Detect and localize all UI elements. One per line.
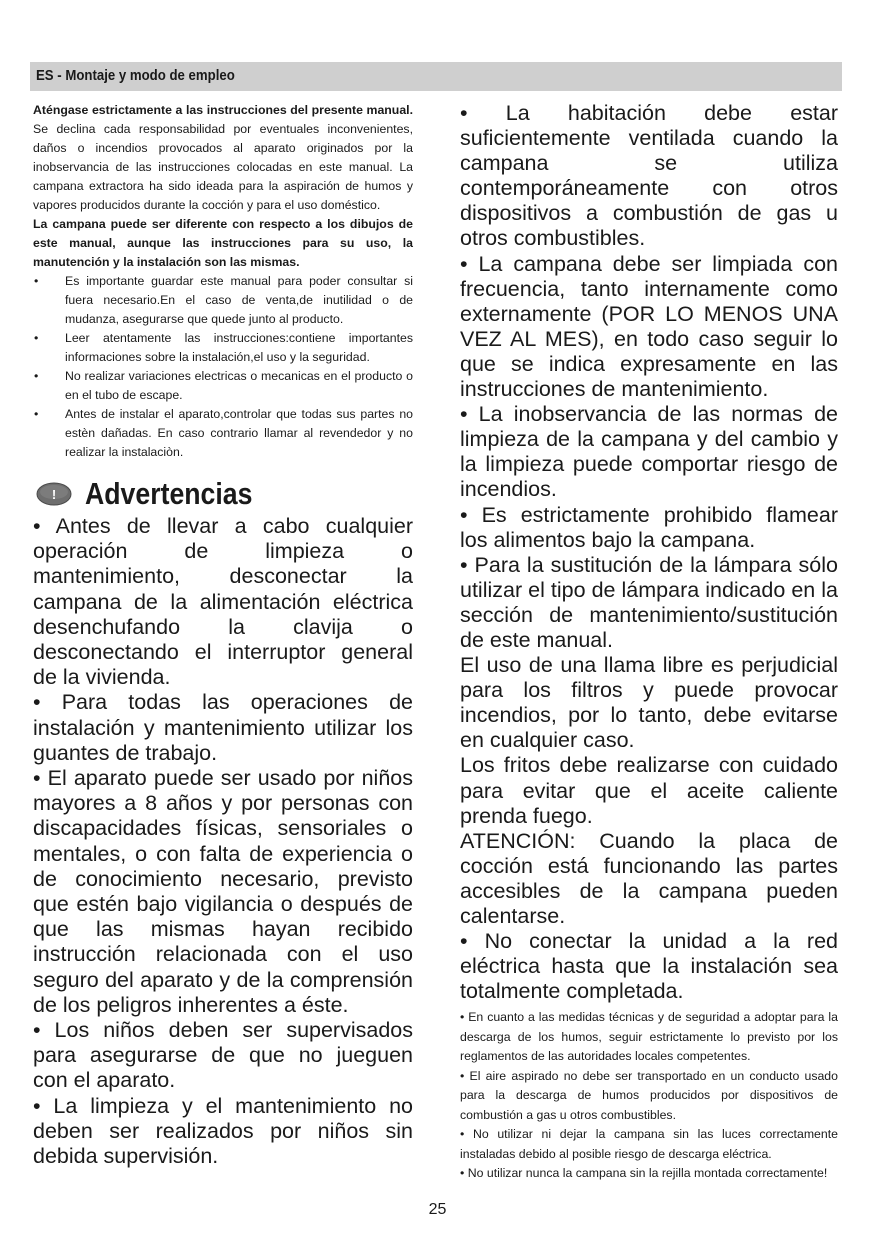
warning-item: • Es estrictamente prohibido flamear los alimentos bajo la campana. <box>460 502 838 552</box>
list-item: • Leer atentamente las instrucciones:contiene importantes informaciones sobre la instalación,el uso y la seguridad. <box>33 329 413 367</box>
intro-bullet-list <box>33 272 413 462</box>
page-number: 25 <box>428 1201 447 1218</box>
intro-paragraph <box>33 101 413 215</box>
warning-item: • No utilizar nunca la campana sin la rejilla montada correctamente! <box>460 1166 828 1181</box>
intro-bold-lead: Aténgase estrictamente a las instrucciones del presente manual. <box>33 103 413 117</box>
warning-item: • Para la sustitución de la lámpara sólo utilizar el tipo de lámpara indicado en la sección de mantenimiento/sustitución de este manual. <box>460 552 838 652</box>
warning-item: • Antes de llevar a cabo cualquier operación de limpieza o mantenimiento, desconectar la campana de la alimentación eléctrica desenchufando la clavija o desconectando el interruptor general de la vivienda. <box>33 514 413 690</box>
warning-item: • Los niños deben ser supervisados para asegurarse de que no jueguen con el aparato. <box>33 1018 413 1093</box>
svg-text:!: ! <box>51 487 57 502</box>
warning-item: El uso de una llama libre es perjudicial para los filtros y puede provocar incendios, por lo tanto, debe evitarse en cualquier caso. <box>460 653 838 753</box>
left-column <box>33 101 413 1169</box>
warning-item: • El aparato puede ser usado por niños mayores a 8 años y por personas con discapacidades físicas, sensoriales o mentales, o con falta de experiencia o de conocimiento necesario, previsto que estén bajo vigilancia o después de que las mismas hayan recibido instrucción relacionada con el uso seguro del aparato y de la comprensión de los peligros inherentes a éste. <box>33 766 413 1017</box>
intro-text: Se declina cada responsabilidad por eventuales inconvenientes, daños o incendios provocados al aparato originados por la inobservancia de las instrucciones colocadas en este manual. La campana extractora ha sido ideada para la aspiración de humos y vapores producidos durante la cocción y para el uso doméstico. <box>33 122 413 212</box>
warning-item: Los fritos debe realizarse con cuidado para evitar que el aceite caliente prenda fuego. <box>460 753 838 828</box>
warnings-right-list <box>460 101 838 1004</box>
warnings-title: Advertencias <box>85 476 253 511</box>
warnings-heading <box>33 474 413 514</box>
intro-block <box>33 101 413 462</box>
warning-item: • Para todas las operaciones de instalación y mantenimiento utilizar los guantes de trabajo. <box>33 690 413 765</box>
section-title: ES - Montaje y modo de empleo <box>36 67 235 84</box>
warnings-right-small-list <box>460 1008 838 1184</box>
warning-item: • En cuanto a las medidas técnicas y de seguridad a adoptar para la descarga de los humos, seguir estrictamente lo previsto por los reglamentos de las autoridades locales competentes. <box>460 1010 838 1064</box>
warning-item: • La limpieza y el mantenimiento no deben ser realizados por niños sin debida supervisión. <box>33 1093 413 1169</box>
warning-item: • La habitación debe estar suficientemente ventilada cuando la campana se utiliza contemporáneamente con otros dispositivos a combustión de gas u otros combustibles. <box>460 101 838 251</box>
list-item: • Antes de instalar el aparato,controlar que todas sus partes no estèn dañadas. En caso contrario llamar al revendedor y no realizar la instalaciòn. <box>33 405 413 462</box>
list-item: • Es importante guardar este manual para poder consultar si fuera necesario.En el caso de venta,de inutilidad o de mudanza, asegurarse que quede junto al producto. <box>33 272 413 329</box>
right-column <box>460 101 838 1184</box>
warning-item: • No conectar la unidad a la red eléctrica hasta que la instalación sea totalmente completada. <box>460 929 838 1004</box>
warning-item: • El aire aspirado no debe ser transportado en un conducto usado para la descarga de humos producidos por dispositivos de combustión a gas u otros combustibles. <box>460 1068 838 1122</box>
intro-bold-note: La campana puede ser diferente con respecto a los dibujos de este manual, aunque las instrucciones para su uso, la manutención y la instalación son las mismas. <box>33 217 413 269</box>
warning-item: • La campana debe ser limpiada con frecuencia, tanto internamente como externamente (POR LO MENOS UNA VEZ AL MES), en todo caso seguir lo que se indica expresamente en las instrucciones de mantenimiento. <box>460 251 838 402</box>
warnings-left-list <box>33 514 413 1169</box>
warning-item: ATENCIÓN: Cuando la placa de cocción está funcionando las partes accesibles de la campana pueden calentarse. <box>460 828 838 928</box>
warning-item: • La inobservancia de las normas de limpieza de la campana y del cambio y la limpieza puede comportar riesgo de incendios. <box>460 402 838 502</box>
warning-icon <box>35 481 73 507</box>
warning-item: • No utilizar ni dejar la campana sin las luces correctamente instaladas debido al posible riesgo de descarga eléctrica. <box>460 1127 838 1161</box>
section-header-bar <box>30 62 842 91</box>
list-item: • No realizar variaciones electricas o mecanicas en el producto o en el tubo de escape. <box>33 367 413 405</box>
